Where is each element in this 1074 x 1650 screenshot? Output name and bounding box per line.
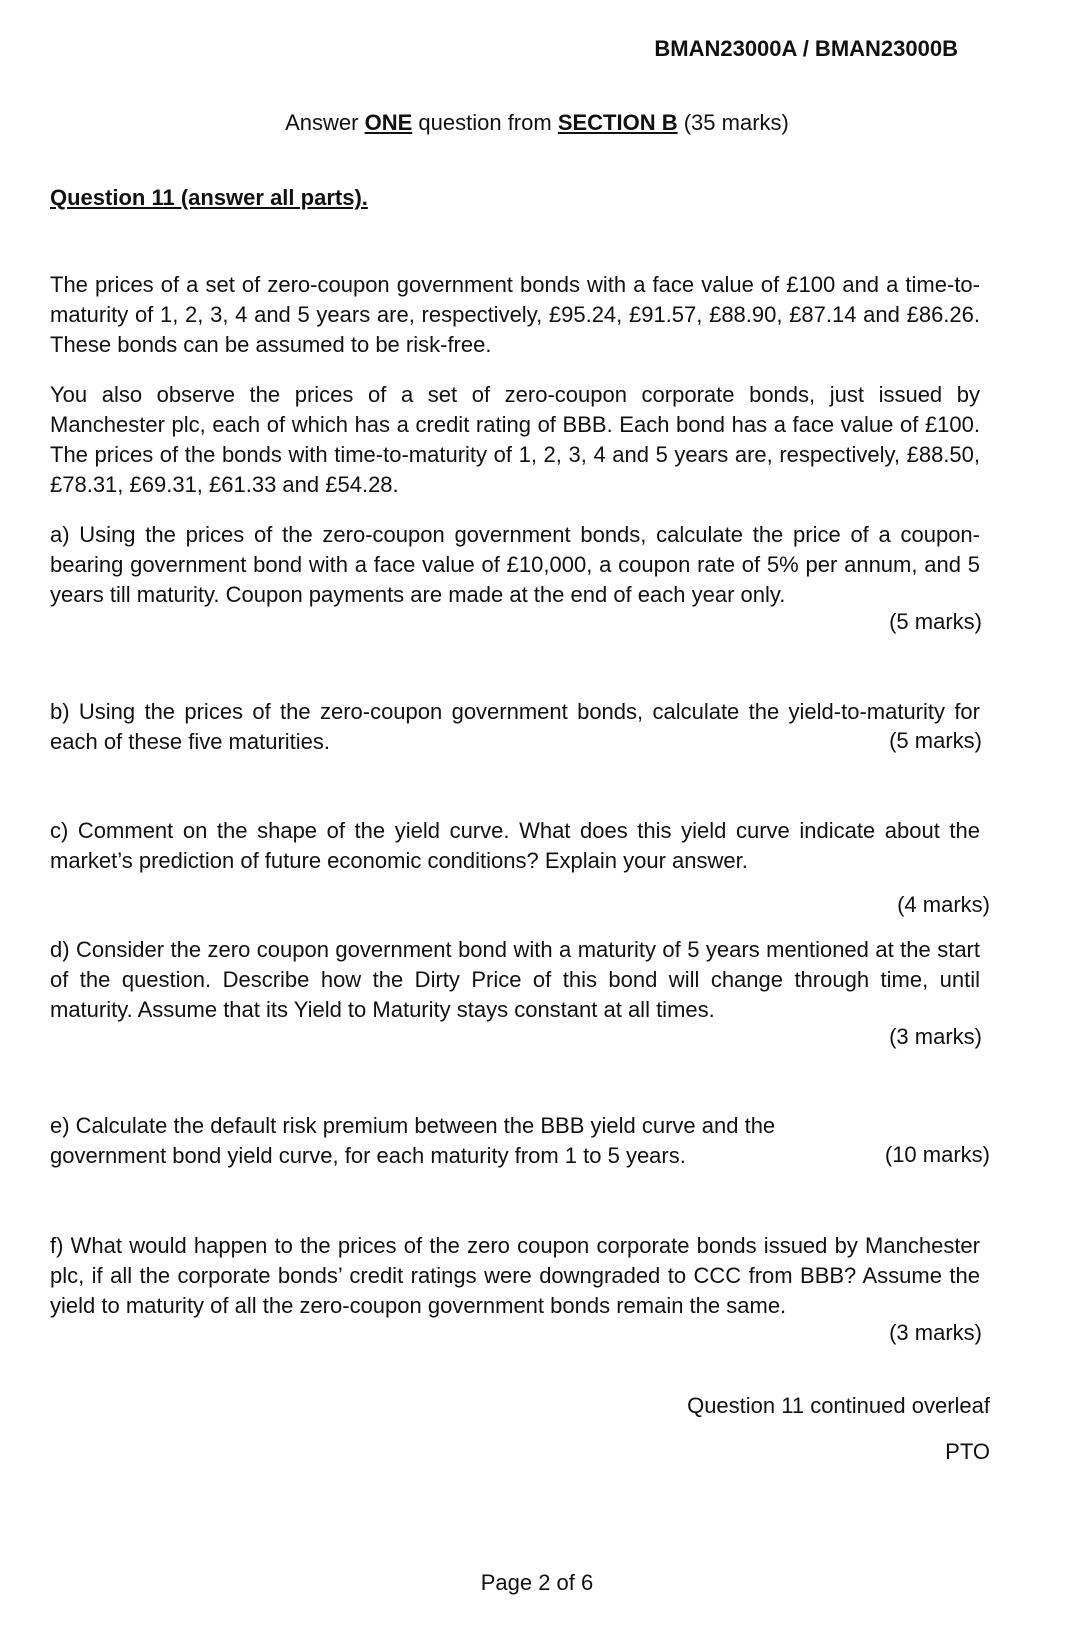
part-f-text: f) What would happen to the prices of the zero coupon corporate bonds issued by Manchester plc, if all the corporate bonds’ credit ratings were downgraded to CCC from BBB? Assume the yield to maturity of all the zero-coupon government bonds remain the same. bbox=[50, 1233, 980, 1318]
part-c-marks: (4 marks) bbox=[897, 892, 990, 917]
part-d-marks: (3 marks) bbox=[889, 1024, 982, 1049]
part-d-text: d) Consider the zero coupon government bond with a maturity of 5 years mentioned at the start of the question. Describe how the Dirty Price of this bond will change through time, until maturity. Assume that its Yield to Maturity stays constant at all times. bbox=[50, 937, 980, 1022]
part-b-marks: (5 marks) bbox=[889, 728, 982, 753]
continued-note: Question 11 continued overleaf bbox=[687, 1393, 990, 1418]
pto-note: PTO bbox=[945, 1439, 990, 1464]
intro-paragraph-1: The prices of a set of zero-coupon government bonds with a face value of £100 and a time-to-maturity of 1, 2, 3, 4 and 5 years are, respectively, £95.24, £91.57, £88.90, £87.14 and £86.26. These bonds can be assumed to be risk-free. bbox=[50, 272, 980, 357]
part-e-marks: (10 marks) bbox=[884, 1142, 990, 1167]
part-b-text: b) Using the prices of the zero-coupon government bonds, calculate the yield-to-maturity for each of these five maturities. bbox=[50, 699, 980, 754]
instruction-middle: question from bbox=[412, 110, 558, 135]
instruction-prefix: Answer bbox=[285, 110, 365, 135]
instruction-suffix: (35 marks) bbox=[677, 110, 789, 135]
intro-paragraph-2: You also observe the prices of a set of zero-coupon corporate bonds, just issued by Manchester plc, each of which has a credit rating of BBB. Each bond has a face value of £100. The prices of the bonds with time-to-maturity of 1, 2, 3, 4 and 5 years are, respectively, £88.50, £78.31, £69.31, £61.33 and £54.28. bbox=[50, 382, 980, 497]
question-title: Question 11 (answer all parts). bbox=[50, 185, 368, 210]
page-number: Page 2 of 6 bbox=[480, 1570, 594, 1595]
part-f-marks: (3 marks) bbox=[889, 1320, 982, 1345]
exam-code-header: BMAN23000A / BMAN23000B bbox=[654, 36, 958, 61]
part-a-text: a) Using the prices of the zero-coupon government bonds, calculate the price of a coupon-bearing government bond with a face value of £10,000, a coupon rate of 5% per annum, and 5 years till maturity. Coupon payments are made at the end of each year only. bbox=[50, 522, 980, 607]
part-a-marks: (5 marks) bbox=[889, 609, 982, 634]
instruction-section: SECTION B bbox=[557, 110, 678, 135]
part-c-text: c) Comment on the shape of the yield curve. What does this yield curve indicate about the market’s prediction of future economic conditions? Explain your answer. bbox=[50, 818, 980, 873]
part-e-text: e) Calculate the default risk premium between the BBB yield curve and the government bond yield curve, for each maturity from 1 to 5 years. bbox=[50, 1113, 776, 1168]
instruction-line bbox=[0, 108, 1074, 138]
instruction-one: ONE bbox=[364, 110, 413, 135]
